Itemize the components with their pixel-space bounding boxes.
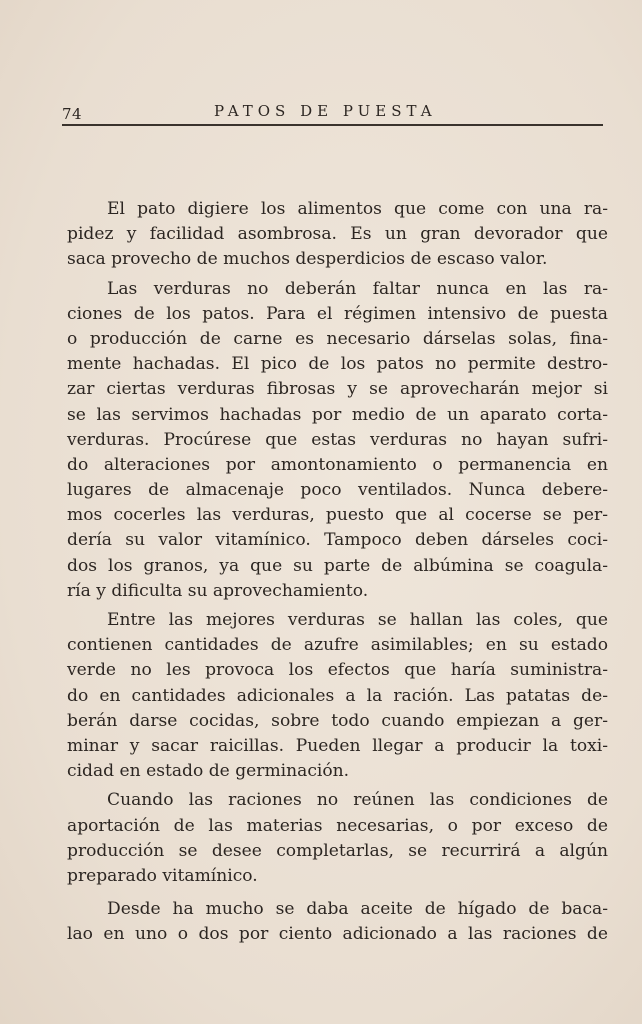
running-head-title: PATOS DE PUESTA (214, 102, 437, 120)
text-line: Desde ha mucho se daba aceite de hígado de baca- (107, 899, 608, 920)
paragraph (67, 897, 608, 947)
text-line: dos los granos, ya que su parte de albúmina se coagula- (67, 555, 608, 576)
text-line: Cuando las raciones no reúnen las condiciones de (107, 790, 608, 811)
header-rule (62, 124, 603, 126)
text-line: o producción de carne es necesario dárselas solas, fina- (67, 328, 608, 349)
text-line: lao en uno o dos por ciento adicionado a las raciones de (67, 924, 608, 945)
text-line: dería su valor vitamínico. Tampoco deben dárseles coci- (67, 530, 608, 551)
text-line: mente hachadas. El pico de los patos no permite destro- (67, 354, 608, 375)
text-line: se las servimos hachadas por medio de un aparato corta- (67, 404, 608, 425)
text-line: producción se desee completarlas, se recurrirá a algún (67, 840, 608, 861)
text-line: berán darse cocidas, sobre todo cuando empiezan a ger- (67, 710, 608, 731)
paragraph (67, 608, 608, 784)
text-line: pidez y facilidad asombrosa. Es un gran devorador que (67, 224, 608, 245)
text-line: preparado vitamínico. (67, 865, 258, 886)
text-line: verde no les provoca los efectos que haría suministra- (67, 660, 608, 681)
text-line: ría y dificulta su aprovechamiento. (67, 580, 369, 601)
text-line: saca provecho de muchos desperdicios de escaso valor. (67, 249, 548, 270)
running-head (62, 102, 602, 124)
text-line: El pato digiere los alimentos que come con una ra- (107, 199, 608, 219)
text-line: aportación de las materias necesarias, o por exceso de (67, 815, 608, 836)
paragraph (67, 788, 608, 889)
text-line: lugares de almacenaje poco ventilados. Nunca debere- (67, 480, 608, 501)
text-line: do en cantidades adicionales a la ración. Las patatas de- (67, 685, 608, 706)
text-line: do alteraciones por amontonamiento o permanencia en (67, 454, 608, 475)
text-line: contienen cantidades de azufre asimilables; en su estado (67, 635, 608, 656)
text-line: Entre las mejores verduras se hallan las coles, que (107, 610, 608, 630)
text-line: Las verduras no deberán faltar nunca en las ra- (107, 278, 608, 299)
body-text (67, 197, 608, 947)
paragraph (67, 197, 608, 273)
text-line: ciones de los patos. Para el régimen intensivo de puesta (67, 303, 608, 324)
text-line: verduras. Procúrese que estas verduras no hayan sufri- (67, 429, 608, 450)
text-line: zar ciertas verduras fibrosas y se aprovecharán mejor si (67, 379, 608, 400)
page-number: 74 (62, 105, 83, 123)
paragraph (67, 277, 608, 604)
text-line: mos cocerles las verduras, puesto que al cocerse se per- (67, 505, 608, 526)
text-line: minar y sacar raicillas. Pueden llegar a producir la toxi- (67, 735, 608, 756)
text-line: cidad en estado de germinación. (67, 761, 350, 782)
